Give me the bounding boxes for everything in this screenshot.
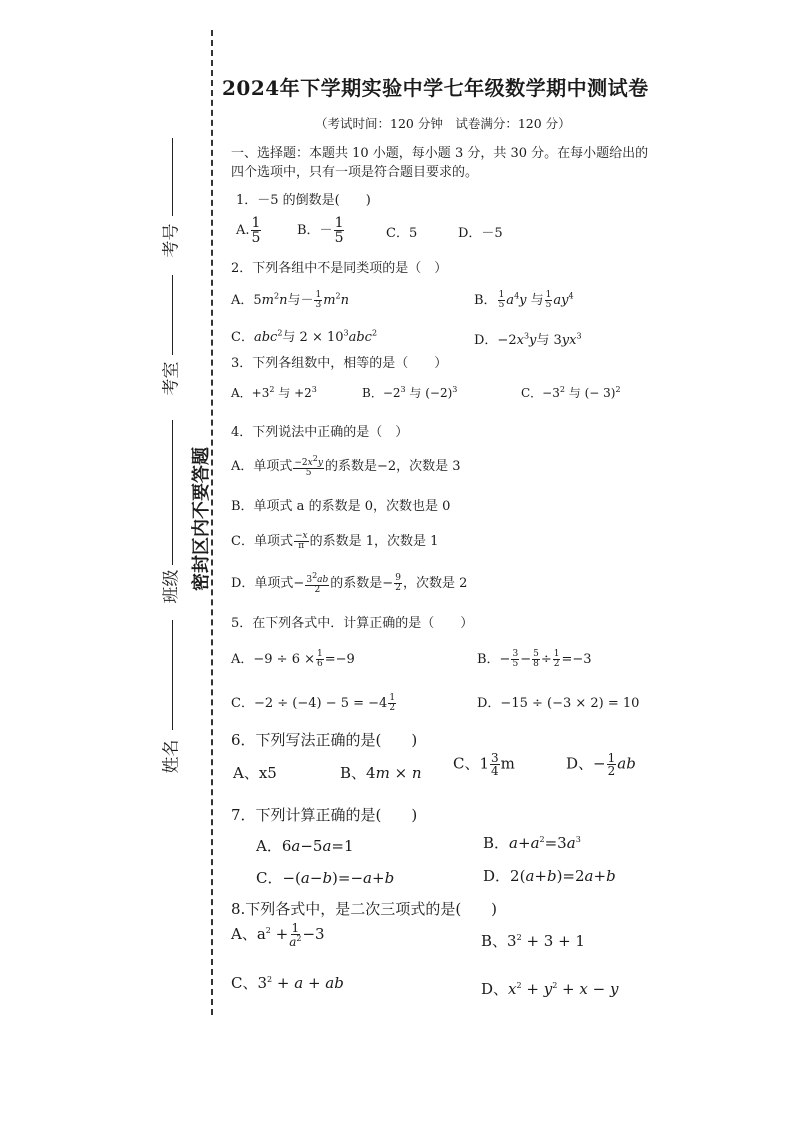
q2-option-b: B． $\frac{1}{5}$ $a^4y$ 与 $\frac{1}{5}$ $ay^4$	[474, 290, 574, 310]
q8-option-c: C、$3^2 + a$ + ab	[231, 974, 344, 992]
room-label: 考室	[161, 361, 182, 396]
q8-stem: 8.下列各式中，是二次三项式的是( )	[231, 900, 498, 918]
q4-option-b: B．单项式 a 的系数是 0，次数也是 0	[231, 499, 451, 514]
exam-no-blank	[172, 138, 173, 216]
section-heading-line1: 一、选择题：本题共 10 小题，每小题 3 分，共 30 分。在每小题给出的	[231, 146, 649, 161]
room-blank	[172, 275, 173, 355]
q8-option-b: B、$3^2 + 3 + 1$	[481, 932, 585, 950]
section-heading-line2: 四个选项中，只有一项是符合题目要求的。	[231, 165, 479, 180]
seal-warning: 密封区内不要答题	[191, 447, 212, 591]
q6-option-a: A、x5	[233, 764, 277, 782]
q8-option-d: D、$x^2 + y^2 + x - y$	[481, 980, 619, 998]
q2-option-c: C．abc$^2$与 $2 \times 10^3abc^2$	[231, 328, 378, 345]
q3-option-a: A．$+3^2$ 与 $+2^3$	[231, 385, 317, 400]
q1-option-a: A. $\frac{1}{5}$	[236, 215, 261, 246]
q5-option-b: B．− $\frac{3}{5}$ − $\frac{5}{8}$ ÷ $\frac{1}{2}$ =−3	[477, 649, 592, 669]
class-label: 班级	[161, 569, 182, 604]
q4-stem: 4．下列说法中正确的是（ ）	[231, 425, 409, 440]
q3-option-b: B．$-2^3$ 与 $(-2)^3$	[362, 385, 458, 400]
q7-stem: 7．下列计算正确的是( )	[231, 806, 418, 824]
page-title: 2024年下学期实验中学七年级数学期中测试卷	[222, 76, 649, 100]
name-blank	[172, 620, 173, 730]
q5-stem: 5．在下列各式中．计算正确的是（ ）	[231, 616, 474, 631]
q1-stem: 1．－5 的倒数是( )	[236, 193, 371, 208]
q7-option-c: C．−(a−b)=−a+b	[256, 869, 395, 887]
q1-option-c: C．5	[386, 226, 418, 241]
q4-option-d: D．单项式− $\frac{3^2ab}{2}$ 的系数是− $\frac{9}{2}$ ，次数是 2	[231, 571, 468, 595]
q2-option-d: D．$-2x^3y$与 $3yx^3$	[474, 331, 582, 348]
q6-stem: 6．下列写法正确的是( )	[231, 731, 418, 749]
q6-option-c: C、1 $\frac{3}{4}$ m	[453, 751, 515, 778]
q1-option-d: D．－5	[458, 226, 503, 241]
q4-option-c: C．单项式 $\frac{-x}{\pi}$ 的系数是 1，次数是 1	[231, 531, 439, 551]
exam-no-label: 考号	[161, 223, 182, 258]
q5-option-c: C．−2 ÷ (−4) − 5 = −4 $\frac{1}{2}$	[231, 693, 396, 713]
name-label: 姓名	[161, 739, 182, 774]
q6-option-d: D、− $\frac{1}{2}$ ab	[566, 751, 636, 778]
q5-option-a: A．−9 ÷ 6 × $\frac{1}{6}$ =−9	[231, 649, 355, 669]
class-blank	[172, 420, 173, 565]
q1-option-b: B．－ $\frac{1}{5}$	[297, 215, 344, 246]
exam-info: （考试时间：120 分钟 试卷满分：120 分）	[315, 116, 571, 131]
q7-option-b: B．$a+a^2=3a^3$	[483, 834, 581, 852]
q8-option-a: A、$a^2$ + $\frac{1}{a^2}$ −3	[231, 921, 325, 949]
q3-stem: 3．下列各组数中，相等的是（ ）	[231, 356, 448, 371]
q5-option-d: D．−15 ÷ (−3 × 2) = 10	[477, 696, 640, 711]
q7-option-a: A．6a−5a=1	[256, 837, 354, 855]
q6-option-b: B、4m × n	[340, 764, 422, 782]
q2-stem: 2．下列各组中不是同类项的是（ ）	[231, 261, 448, 276]
q3-option-c: C．$-3^2$ 与 (− 3)$^2$	[521, 385, 621, 400]
q7-option-d: D．2(a+b)=2a+b	[483, 867, 616, 885]
q4-option-a: A．单项式 $\frac{-2x^2y}{5}$ 的系数是−2，次数是 3	[231, 454, 461, 478]
q2-option-a: A．$5m^2n$与－ $\frac{1}{3}$ $m^2n$	[231, 290, 350, 310]
